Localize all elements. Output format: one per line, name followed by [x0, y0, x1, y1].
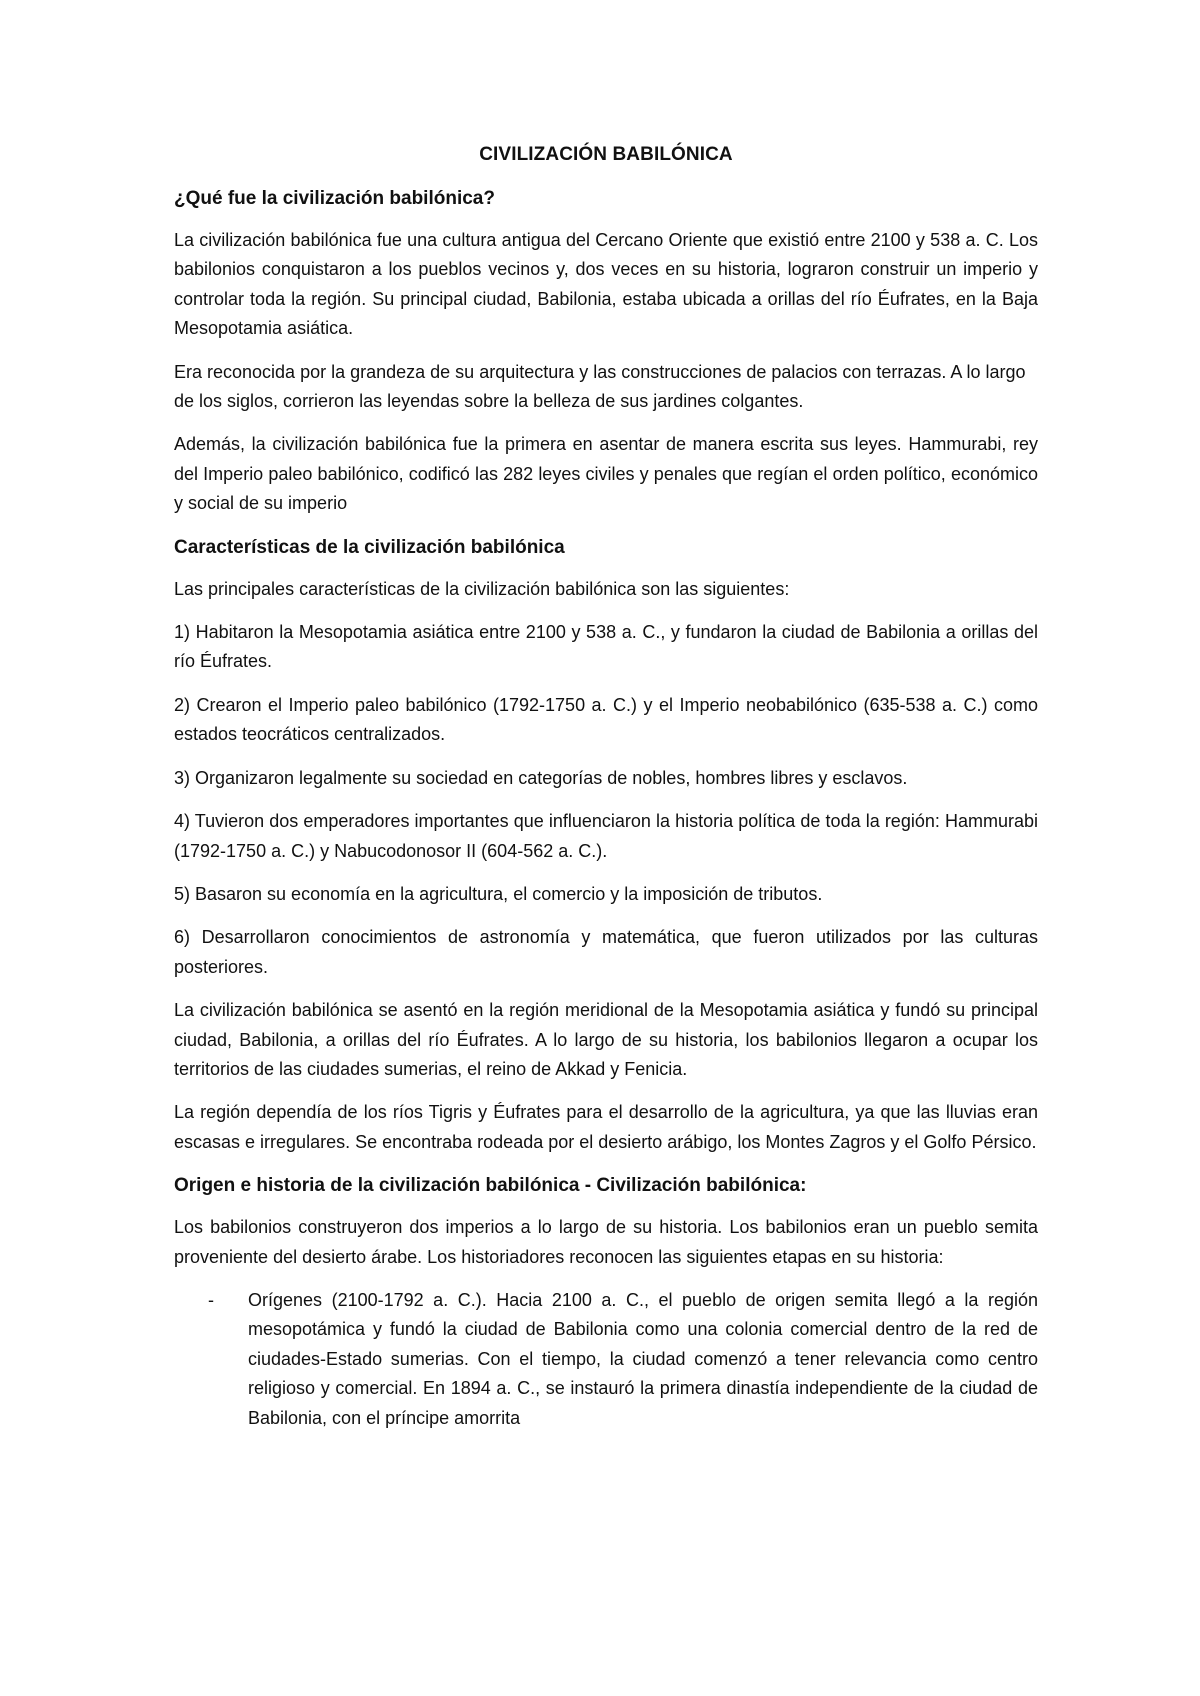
section-heading-characteristics: Características de la civilización babilónica [174, 536, 565, 558]
document-body [174, 140, 1038, 1433]
history-stages-list [174, 1286, 1038, 1433]
characteristic-item: 5) Basaron su economía en la agricultura, el comercio y la imposición de tributos. [174, 883, 823, 904]
characteristic-item: 4) Tuvieron dos emperadores importantes que influenciaron la historia política de toda la región: Hammurabi (1792-1750 a. C.) y Nabucodonosor II (604-562 a. C.). [174, 811, 1038, 861]
region-paragraph-1: La civilización babilónica se asentó en la región meridional de la Mesopotamia asiática y fundó su principal ciudad, Babilonia, a orillas del río Éufrates. A lo largo de su historia, los babilonios llegaron a ocupar los territorios de las ciudades sumerias, el reino de Akkad y Fenicia. [174, 1000, 1038, 1079]
section-heading-origin-history: Origen e historia de la civilización babilónica - Civilización babilónica: [174, 1175, 807, 1197]
intro-paragraph-3: Además, la civilización babilónica fue la primera en asentar de manera escrita sus leyes. Hammurabi, rey del Imperio paleo babilónico, codificó las 282 leyes civiles y penales que regían el orden político, económico y social de su imperio [174, 434, 1038, 514]
characteristic-item: 6) Desarrollaron conocimientos de astronomía y matemática, que fueron utilizados por las culturas posteriores. [174, 927, 1038, 977]
list-item [174, 1286, 1038, 1433]
section-heading-what-was: ¿Qué fue la civilización babilónica? [174, 188, 495, 209]
characteristic-item: 3) Organizaron legalmente su sociedad en categorías de nobles, hombres libres y esclavos. [174, 767, 908, 788]
region-paragraph-2: La región dependía de los ríos Tigris y Éufrates para el desarrollo de la agricultura, ya que las lluvias eran escasas e irregulares. Se encontraba rodeada por el desierto arábigo, los Montes Zagros y el Golfo Pérsico. [174, 1102, 1038, 1152]
characteristic-item: 1) Habitaron la Mesopotamia asiática entre 2100 y 538 a. C., y fundaron la ciudad de Babilonia a orillas del río Éufrates. [174, 622, 1038, 672]
characteristics-intro: Las principales características de la civilización babilónica son las siguientes: [174, 578, 790, 599]
history-intro: Los babilonios construyeron dos imperios a lo largo de su historia. Los babilonios eran un pueblo semita proveniente del desierto árabe. Los historiadores reconocen las siguientes etapas en su historia: [174, 1217, 1038, 1267]
characteristic-item: 2) Crearon el Imperio paleo babilónico (1792-1750 a. C.) y el Imperio neobabilónico (635-538 a. C.) como estados teocráticos centralizados. [174, 694, 1038, 745]
list-dash-marker: - [208, 1289, 214, 1310]
list-item-text: Orígenes (2100-1792 a. C.). Hacia 2100 a. C., el pueblo de origen semita llegó a la región mesopotámica y fundó la ciudad de Babilonia como una colonia comercial dentro de la red de ciudades-Estado sumerias. Con el tiempo, la ciudad comenzó a tener relevancia como centro religioso y comercial. En 1894 a. C., se instauró la primera dinastía independiente de la ciudad de Babilonia, con el príncipe amorrita [248, 1289, 1038, 1428]
intro-paragraph-2: Era reconocida por la grandeza de su arquitectura y las construcciones de palacios con terrazas. A lo largo de los siglos, corrieron las leyendas sobre la belleza de sus jardines colgantes. [174, 361, 1026, 412]
intro-paragraph-1: La civilización babilónica fue una cultura antigua del Cercano Oriente que existió entre 2100 y 538 a. C. Los babilonios conquistaron a los pueblos vecinos y, dos veces en su historia, lograron construir un imperio y controlar toda la región. Su principal ciudad, Babilonia, estaba ubicada a orillas del río Éufrates, en la Baja Mesopotamia asiática. [174, 230, 1038, 339]
document-title: CIVILIZACIÓN BABILÓNICA [479, 144, 733, 165]
